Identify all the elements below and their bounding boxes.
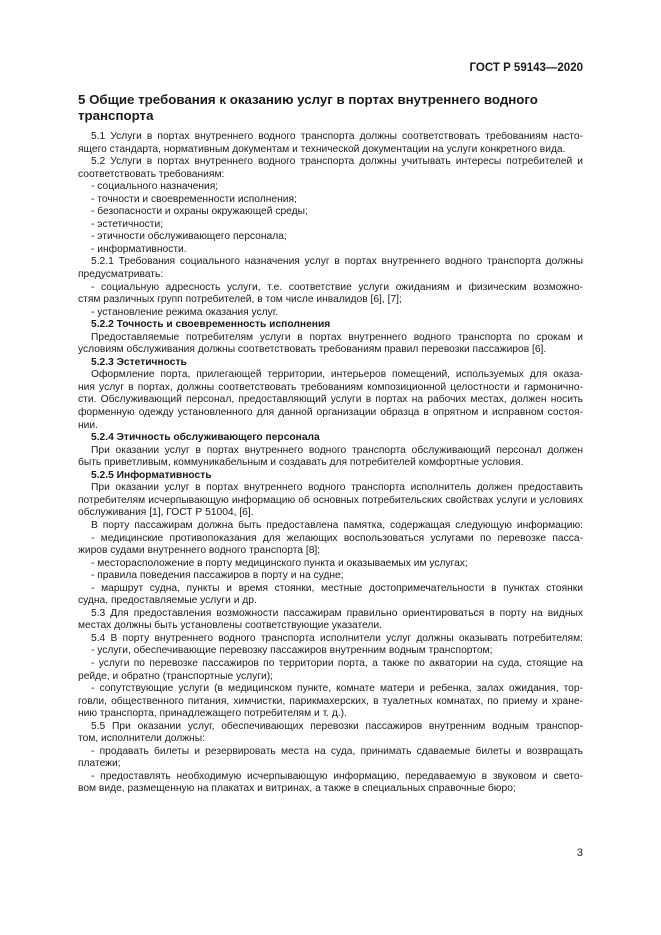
text-line: жиров судами внутреннего водного транспорта [8]; (78, 545, 321, 557)
text-line: быть приветливым, коммуникабельным и создавать для потребителей комфортные условия. (78, 457, 524, 469)
text-line: При оказании услуг в портах внутреннего водного транспорта исполнитель должен предоставить (91, 482, 583, 494)
text-line: - социального назначения; (91, 181, 219, 193)
text-line: - безопасности и охраны окружающей среды; (91, 206, 308, 218)
text-line: - услуги, обеспечивающие перевозку пассажиров внутренним водным транспортом; (91, 645, 493, 657)
text-line: - сопутствующие услуги (в медицинском пункте, комнате матери и ребенка, залах ожидания, тор- (91, 683, 583, 695)
text-line: - социальную адресность услуги, т.е. соответствие услуги ожиданиям и физическим возможно- (91, 281, 583, 293)
text-line: стям различных групп потребителей, в том числе инвалидов [6], [7]; (78, 294, 402, 306)
text-line: сти. Обслуживающий персонал, предоставляющий услуги в портах на рабочих местах, должен носить (78, 394, 583, 406)
section-title (78, 92, 583, 124)
text-line: ящего стандарта, нормативным документам и технической документации на услуги конкретного вида. (78, 143, 566, 155)
section-body (78, 131, 583, 796)
text-line: обслуживания [1], ГОСТ Р 51004, [6]. (78, 507, 254, 519)
text-line: 5.3 Для предоставления возможности пассажирам правильно ориентироваться в порту на видных (91, 607, 583, 619)
text-line: том, исполнители должны: (78, 733, 205, 745)
text-line: нию транспорта, принадлежащего потребителям и т. д.). (78, 708, 347, 720)
page-number: 3 (576, 847, 583, 859)
text-line: - медицинские противопоказания для желающих воспользоваться услугами по перевозке пасса- (91, 532, 583, 544)
text-line: - установление режима оказания услуг. (91, 306, 279, 318)
text-line: - этичности обслуживающего персонала; (91, 231, 287, 243)
section-title-line-2: транспорта (78, 108, 154, 123)
text-line: - месторасположение в порту медицинского пункта и оказываемых им услугах; (91, 557, 468, 569)
text-line: говли, общественного питания, химчистки, парикмахерских, в туалетных комнатах, по приему и хране- (78, 695, 583, 707)
standard-designation: ГОСТ Р 59143—2020 (469, 62, 583, 74)
text-line: Предоставляемые потребителям услуги в портах внутреннего водного транспорта по срокам и (91, 331, 583, 343)
subsection-heading: 5.2.2 Точность и своевременность исполнения (91, 319, 331, 331)
subsection-heading: 5.2.5 Информативность (91, 469, 212, 481)
text-line: 5.2 Услуги в портах внутреннего водного транспорта должны учитывать интересы потребителей и (91, 156, 583, 168)
subsection-heading: 5.2.3 Эстетичность (91, 356, 187, 368)
text-line: рейде, и обратно (транспортные услуги); (78, 670, 273, 682)
text-line: платежи; (78, 758, 121, 770)
text-line: потребителям исчерпывающую информацию об основных потребительских свойствах услуги и условиях (78, 494, 583, 506)
text-line: нии. (78, 419, 98, 431)
text-line: - эстетичности; (91, 218, 164, 230)
text-line: вом виде, размещенную на плакатах и витринах, а также в специальных справочные бюро; (78, 783, 516, 795)
text-line: 5.5 При оказании услуг, обеспечивающих перевозки пассажиров внутренним водным транспор- (91, 720, 583, 732)
text-line: форменную одежду установленного для данной организации образца в опрятном и исправном состоя- (78, 407, 583, 419)
text-line: 5.2.1 Требования социального назначения услуг в портах внутреннего водного транспорта должны (91, 256, 583, 268)
text-line: 5.1 Услуги в портах внутреннего водного транспорта должны соответствовать требованиям насто- (91, 131, 583, 142)
text-line: местах должны быть установлены соответствующие указатели. (78, 620, 382, 632)
text-line: - информативности. (91, 243, 187, 255)
text-line: - правила поведения пассажиров в порту и на судне; (91, 570, 344, 582)
text-line: Оформление порта, прилегающей территории, интерьеров помещений, используемых для оказа- (91, 369, 583, 381)
text-line: ния услуг в портах, должны соответствовать требованиям композиционной целостности и гармонично- (78, 381, 583, 393)
subsection-heading: 5.2.4 Этичность обслуживающего персонала (91, 432, 320, 444)
section-title-line-1: 5 Общие требования к оказанию услуг в портах внутреннего водного (78, 92, 538, 107)
text-line: - маршрут судна, пункты и время стоянки, местные достопримечательности в пунктах стоянки (91, 582, 583, 594)
text-line: соответствовать требованиям: (78, 168, 225, 180)
text-line: - точности и своевременности исполнения; (91, 193, 297, 205)
text-line: 5.4 В порту внутреннего водного транспорта исполнители услуг должны оказывать потребителям: (91, 632, 583, 644)
text-line: условиям обслуживания должны соответствовать требованиям правил перевозки пассажиров [6]. (78, 344, 547, 356)
text-line: - услуги по перевозке пассажиров по территории порта, а также по акватории на суда, стоящие на (91, 657, 583, 669)
text-line: предусматривать: (78, 269, 164, 281)
text-line: - продавать билеты и резервировать места на суда, принимать сдаваемые билеты и возвращать (91, 745, 583, 757)
text-line: судна, предоставляемые услуги и др. (78, 595, 257, 607)
text-line: В порту пассажирам должна быть предоставлена памятка, содержащая следующую информацию: (91, 519, 583, 531)
text-line: При оказании услуг в портах внутреннего водного транспорта обслуживающий персонал должен (91, 444, 583, 456)
text-line: - предоставлять необходимую исчерпывающую информацию, передаваемую в звуковом и свето- (91, 770, 583, 782)
